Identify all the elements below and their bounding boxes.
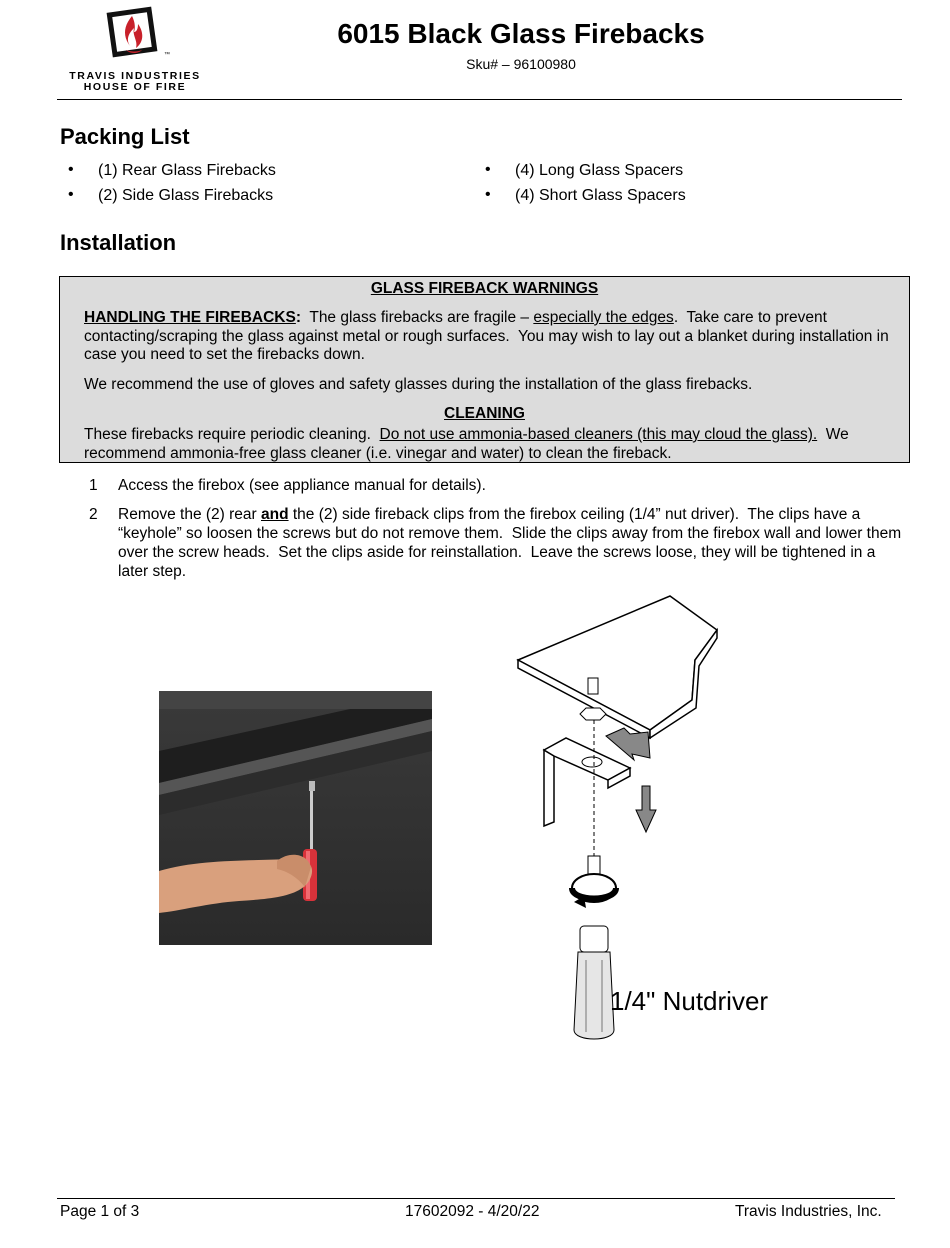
installation-heading: Installation	[60, 230, 177, 255]
bullet-icon: •	[68, 161, 74, 178]
step-number: 2	[89, 506, 98, 523]
company-name: Travis Industries, Inc.	[735, 1203, 882, 1220]
header-divider	[57, 99, 902, 100]
handling-label: HANDLING THE FIREBACKS	[84, 309, 296, 326]
bullet-icon: •	[485, 161, 491, 178]
step-emphasis: and	[261, 506, 289, 523]
sku-number: Sku# – 96100980	[466, 56, 576, 72]
bullet-icon: •	[68, 186, 74, 203]
firebox-photo	[159, 691, 432, 945]
step-1	[89, 476, 909, 496]
cleaning-paragraph: These firebacks require periodic cleaning. Do not use ammonia-based cleaners (this may cloud the glass). We recommend ammonia-free glass cleaner (i.e. vinegar and water) to clean the fireback.	[84, 426, 854, 462]
step-text: Access the firebox (see appliance manual for details).	[118, 477, 486, 494]
nutdriver-diagram-icon	[510, 590, 740, 1050]
figure-label: 1/4" Nutdriver	[610, 986, 769, 1016]
warning-title: GLASS FIREBACK WARNINGS	[370, 280, 599, 297]
page-number: Page 1 of 3	[60, 1203, 140, 1220]
handling-emphasis: especially the edges	[533, 309, 674, 326]
brand-name: TRAVIS INDUSTRIES	[69, 70, 201, 82]
brand-tagline: HOUSE OF FIRE	[83, 81, 187, 93]
handling-paragraph: HANDLING THE FIREBACKS: The glass firebacks are fragile – especially the edges. Take care to prevent contacting/scraping the glass against metal or rough surfaces. You may wish to lay out a blanket during installation in case you need to set the firebacks down.	[84, 309, 894, 363]
step-number: 1	[89, 477, 98, 494]
document-id: 17602092 - 4/20/22	[405, 1203, 540, 1220]
list-item-label: (2) Side Glass Firebacks	[98, 187, 274, 204]
warning-box	[59, 276, 910, 463]
footer-divider	[57, 1198, 895, 1199]
bullet-icon: •	[485, 186, 491, 203]
step-text: Remove the (2) rear and the (2) side fireback clips from the firebox ceiling (1/4” nut driver). The clips have a “keyhole” so loosen the screws but do not remove them. Slide the clips away from the firebox wall and lower them over the screw heads. Set the clips aside for reinstallation. Leave the screws loose, they will be tightened in a later step.	[118, 506, 906, 580]
gloves-paragraph: We recommend the use of gloves and safety glasses during the installation of the glass firebacks.	[84, 376, 753, 393]
travis-logo	[60, 4, 210, 94]
cleaning-emphasis: Do not use ammonia-based cleaners (this may cloud the glass).	[379, 426, 818, 443]
document-title: 6015 Black Glass Firebacks	[337, 18, 705, 49]
svg-text:™: ™	[164, 52, 170, 58]
list-item-label: (1) Rear Glass Firebacks	[98, 162, 276, 179]
list-item-label: (4) Long Glass Spacers	[515, 162, 684, 179]
step-2	[89, 505, 909, 585]
clip-removal-illustration	[510, 590, 740, 1050]
cleaning-title: CLEANING	[444, 405, 525, 422]
list-item-label: (4) Short Glass Spacers	[515, 187, 686, 204]
flame-logo-icon	[60, 4, 210, 66]
packing-list-heading: Packing List	[60, 124, 190, 149]
